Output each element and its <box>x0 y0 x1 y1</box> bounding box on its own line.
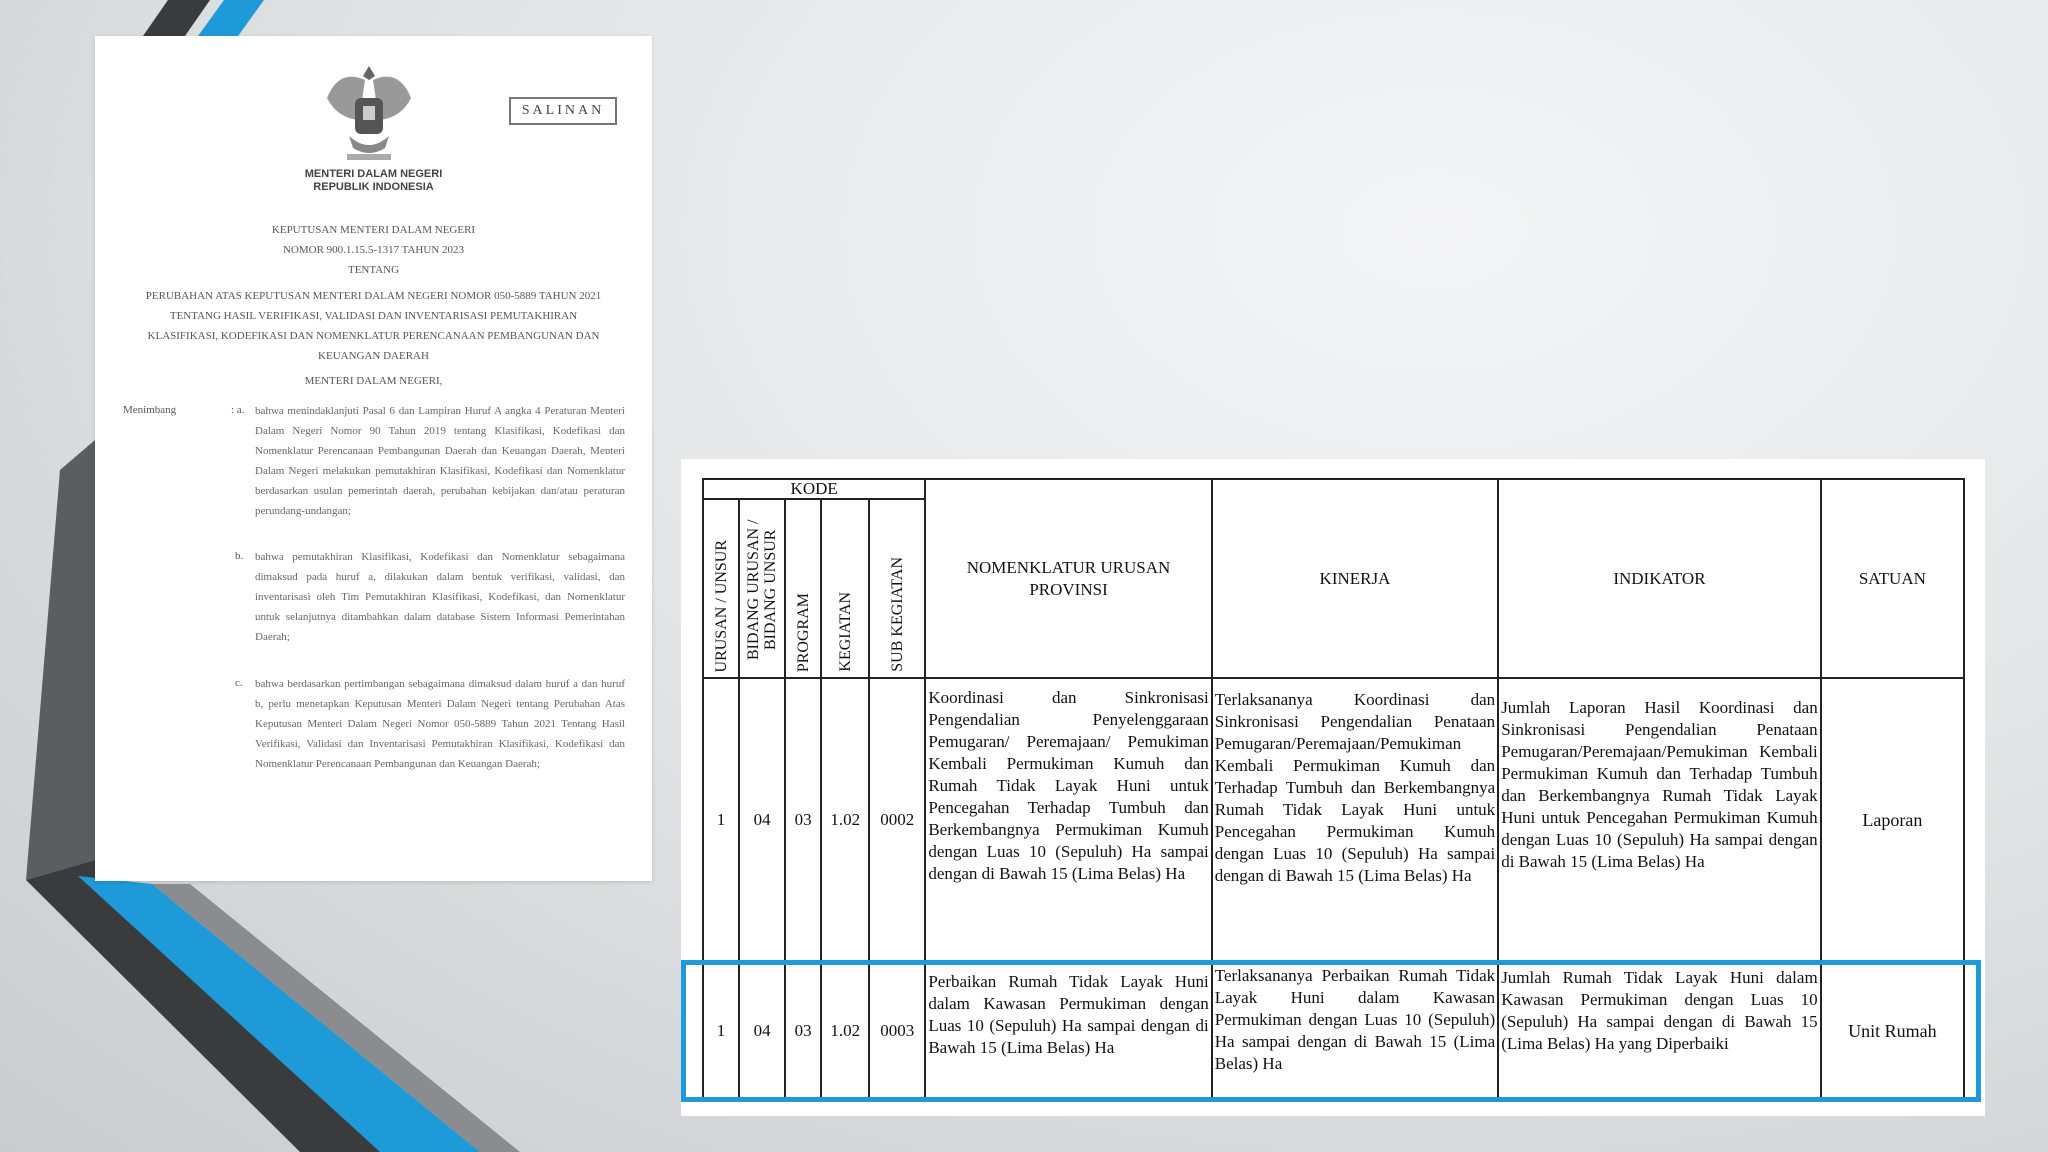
signatory: MENTERI DALAM NEGERI, <box>304 375 443 387</box>
header-program-label: PROGRAM <box>794 592 812 672</box>
cell-sub-kegiatan: 0002 <box>869 678 925 962</box>
header-kegiatan <box>821 499 869 678</box>
consideration-b: bahwa pemutakhiran Klasifikasi, Kodefikasi dan Nomenklatur sebagaimana dimaksud pada huruf a, dilakukan dalam bentuk verifikasi, validasi, dan inventarisasi oleh Tim Pemutakhiran Klasifikasi, Kodefikasi, dan Nomenklatur untuk selanjutnya ditambahkan dalam database Sistem Informasi Pemerintahan Daerah; <box>255 551 625 643</box>
cell-nomenklatur: Perbaikan Rumah Tidak Layak Huni dalam Kawasan Permukiman dengan Luas 10 (Sepuluh) Ha sampai dengan di Bawah 15 (Lima Belas) Ha <box>925 962 1211 1100</box>
header-urusan-label: URUSAN / UNSUR <box>712 539 730 672</box>
cell-indikator: Jumlah Rumah Tidak Layak Huni dalam Kawasan Permukiman dengan Luas 10 (Sepuluh) Ha sampai dengan di Bawah 15 (Lima Belas) Ha yang Diperbaiki <box>1498 962 1821 1100</box>
header-sub-kegiatan <box>869 499 925 678</box>
ministry-heading <box>95 168 652 194</box>
decree-subject: PERUBAHAN ATAS KEPUTUSAN MENTERI DALAM NEGERI NOMOR 050-5889 TAHUN 2021 TENTANG HASIL VERIFIKASI, VALIDASI DAN INVENTARISASI PEMUTAKHIRAN KLASIFIKASI, KODEFIKASI DAN NOMENKLATUR PERENCANAAN PEMBANGUNAN DAN KEUANGAN DAERAH <box>145 290 602 362</box>
salinan-stamp: SALINAN <box>509 97 617 125</box>
header-satuan: SATUAN <box>1821 479 1964 678</box>
decree-document <box>95 36 652 881</box>
consideration-a: bahwa menindaklanjuti Pasal 6 dan Lampiran Huruf A angka 4 Peraturan Menteri Dalam Negeri Nomor 90 Tahun 2019 tentang Klasifikasi, Kodefikasi dan Nomenklatur Perencanaan Pembangunan Daerah dan Keuangan Daerah, Menteri Dalam Negeri melakukan pemutakhiran Klasifikasi, Kodefikasi dan Nomenklatur berdasarkan usulan pemerintah daerah, perubahan kebijakan dan/atau peraturan perundang-undangan; <box>255 405 625 517</box>
cell-kinerja: Terlaksananya Perbaikan Rumah Tidak Layak Huni dalam Kawasan Permukiman dengan Luas 10 (Sepuluh) Ha sampai dengan di Bawah 15 (Lima Belas) Ha <box>1212 962 1498 1100</box>
highlight-frame <box>681 960 1981 1102</box>
header-sub-kegiatan-label: SUB KEGIATAN <box>888 557 906 672</box>
cell-nomenklatur: Koordinasi dan Sinkronisasi Pengendalian Penyelenggaraan Pemugaran/ Peremajaan/ Pemukiman Kembali Permukiman Kumuh dan Rumah Tidak Layak Huni untuk Pencegahan Terhadap Tumbuh dan Berkembangnya Permukiman Kumuh dengan Luas 10 (Sepuluh) Ha sampai dengan di Bawah 15 (Lima Belas) Ha <box>925 678 1211 962</box>
cell-kinerja: Terlaksananya Koordinasi dan Sinkronisasi Pengendalian Penataan Pemugaran/Peremajaan/Pemukiman Kembali Permukiman Kumuh dan Terhadap Tumbuh dan Berkembangnya Rumah Tidak Layak Huni untuk Pencegahan Permukiman Kumuh dengan Luas 10 (Sepuluh) Ha sampai dengan di Bawah 15 (Lima Belas) Ha <box>1212 678 1498 962</box>
cell-sub-kegiatan: 0003 <box>869 962 925 1100</box>
header-program <box>785 499 821 678</box>
ministry-line-2: REPUBLIK INDONESIA <box>313 181 434 193</box>
menimbang-label: Menimbang <box>123 404 177 416</box>
decree-number: NOMOR 900.1.15.5-1317 TAHUN 2023 <box>282 244 465 256</box>
table-row <box>703 678 1964 962</box>
cell-urusan: 1 <box>703 962 739 1100</box>
header-kegiatan-label: KEGIATAN <box>836 592 854 672</box>
header-kinerja: KINERJA <box>1212 479 1498 678</box>
header-bidang-label: BIDANG URUSAN / BIDANG UNSUR <box>745 519 780 661</box>
item-letter-b: b. <box>235 550 244 562</box>
decree-tentang: TENTANG <box>347 264 400 276</box>
cell-program: 03 <box>785 962 821 1100</box>
garuda-emblem-icon <box>319 58 419 168</box>
decree-title: KEPUTUSAN MENTERI DALAM NEGERI <box>271 224 476 236</box>
item-letter-a: : a. <box>231 404 245 416</box>
cell-program: 03 <box>785 678 821 962</box>
header-nomenklatur: NOMENKLATUR URUSAN PROVINSI <box>925 479 1211 678</box>
cell-satuan: Laporan <box>1821 678 1964 962</box>
cell-satuan: Unit Rumah <box>1821 962 1964 1100</box>
cell-kegiatan: 1.02 <box>821 678 869 962</box>
cell-bidang: 04 <box>739 962 785 1100</box>
header-bidang-urusan <box>739 499 785 678</box>
item-letter-c: c. <box>235 677 243 689</box>
header-indikator: INDIKATOR <box>1498 479 1821 678</box>
cell-indikator: Jumlah Laporan Hasil Koordinasi dan Sinkronisasi Pengendalian Penataan Pemugaran/Peremajaan/Pemukiman Kembali Permukiman Kumuh dan Terhadap Tumbuh dan Berkembangnya Rumah Tidak Layak Huni untuk Pencegahan Permukiman Kumuh dengan Luas 10 (Sepuluh) Ha sampai dengan di Bawah 15 (Lima Belas) Ha <box>1498 678 1821 962</box>
ministry-line-1: MENTERI DALAM NEGERI <box>304 168 443 180</box>
cell-urusan: 1 <box>703 678 739 962</box>
kode-header: KODE <box>703 479 925 499</box>
header-urusan <box>703 499 739 678</box>
cell-bidang: 04 <box>739 678 785 962</box>
cell-kegiatan: 1.02 <box>821 962 869 1100</box>
consideration-c: bahwa berdasarkan pertimbangan sebagaimana dimaksud dalam huruf a dan huruf b, perlu menetapkan Keputusan Menteri Dalam Negeri tentang Perubahan Atas Keputusan Menteri Dalam Negeri Nomor 050-5889 Tahun 2021 Tentang Hasil Verifikasi, Validasi dan Inventarisasi Pemutakhiran Klasifikasi, Kodefikasi dan Nomenklatur Perencanaan Pembangunan dan Keuangan Daerah; <box>255 678 625 770</box>
